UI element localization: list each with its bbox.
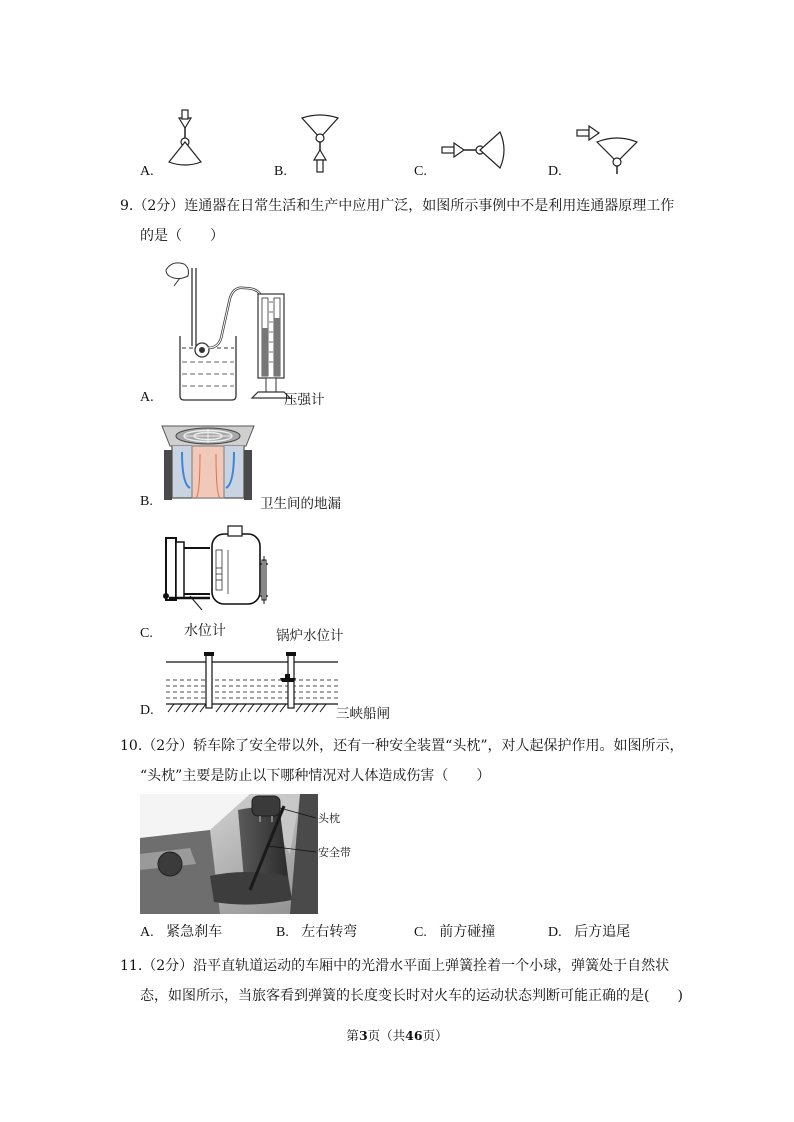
q9-option-b[interactable]: B.: [140, 494, 153, 509]
q11-stem-line2: 态，如图所示，当旅客看到弹簧的长度变长时对火车的运动状态判断可能正确的是( ): [140, 988, 683, 1004]
q9-option-a-caption: 压强计: [284, 392, 325, 408]
q9-option-c[interactable]: C.: [140, 626, 153, 641]
q9-option-d-caption: 三峡船闸: [336, 706, 390, 722]
q10-choice-d-text: 后方追尾: [574, 924, 631, 940]
q10-stem-line2: “头枕”主要是防止以下哪种情况对人体造成伤害（ ）: [140, 768, 491, 784]
boiler-level-gauge-figure: [162, 524, 274, 610]
seatbelt-label: 安全带: [318, 846, 351, 859]
q9-option-d[interactable]: D.: [140, 703, 154, 718]
floor-drain-figure: [160, 424, 256, 508]
q10-choice-c-text: 前方碰撞: [439, 924, 496, 940]
q8-option-d[interactable]: D.: [548, 164, 562, 179]
q10-stem-line1: 10.（2分）轿车除了安全带以外，还有一种安全装置“头枕”，对人起保护作用。如图所示，: [120, 738, 684, 754]
q10-choice-a[interactable]: [140, 922, 222, 943]
q9-option-b-caption: 卫生间的地漏: [260, 496, 341, 512]
q9-stem-line2: 的是（ ）: [140, 228, 224, 244]
pressure-gauge-figure: [160, 258, 300, 403]
q8-figure-b: [300, 112, 350, 174]
q10-choice-b-letter: B.: [276, 925, 289, 940]
footer-pre: 第: [346, 1028, 359, 1043]
q10-choice-d-letter: D.: [548, 925, 562, 940]
q10-choice-b[interactable]: [276, 922, 357, 943]
q9-option-c-inner-label: 水位计: [184, 623, 226, 639]
q8-figure-c: [440, 126, 510, 174]
footer-mid: 页（共: [367, 1028, 406, 1043]
headrest-label: 头枕: [318, 812, 340, 825]
footer-total-pages: 46: [405, 1028, 423, 1043]
q8-figure-a: [165, 108, 215, 168]
q10-choice-d[interactable]: [548, 922, 630, 943]
q10-choice-c[interactable]: [414, 922, 495, 943]
ship-lock-figure: [164, 652, 340, 716]
q8-option-a[interactable]: A.: [140, 164, 154, 179]
q10-choice-a-text: 紧急刹车: [166, 924, 223, 940]
q9-option-c-caption: 锅炉水位计: [276, 628, 344, 644]
page-footer: [0, 1026, 794, 1044]
q8-option-c[interactable]: C.: [414, 164, 427, 179]
q9-stem-line1: 9.（2分）连通器在日常生活和生产中应用广泛，如图所示事例中不是利用连通器原理工作: [120, 198, 675, 214]
footer-page-number: 3: [358, 1028, 368, 1043]
q8-option-b[interactable]: B.: [274, 164, 287, 179]
footer-post: 页）: [422, 1028, 448, 1043]
q8-figure-d: [575, 126, 645, 176]
car-seat-photo: [140, 794, 318, 914]
q10-choice-a-letter: A.: [140, 925, 154, 940]
q11-stem-line1: 11.（2分）沿平直轨道运动的车厢中的光滑水平面上弹簧拴着一个小球，弹簧处于自然状: [120, 958, 670, 974]
q10-choice-b-text: 左右转弯: [301, 924, 358, 940]
q10-choice-c-letter: C.: [414, 925, 427, 940]
q9-option-a[interactable]: A.: [140, 390, 154, 405]
